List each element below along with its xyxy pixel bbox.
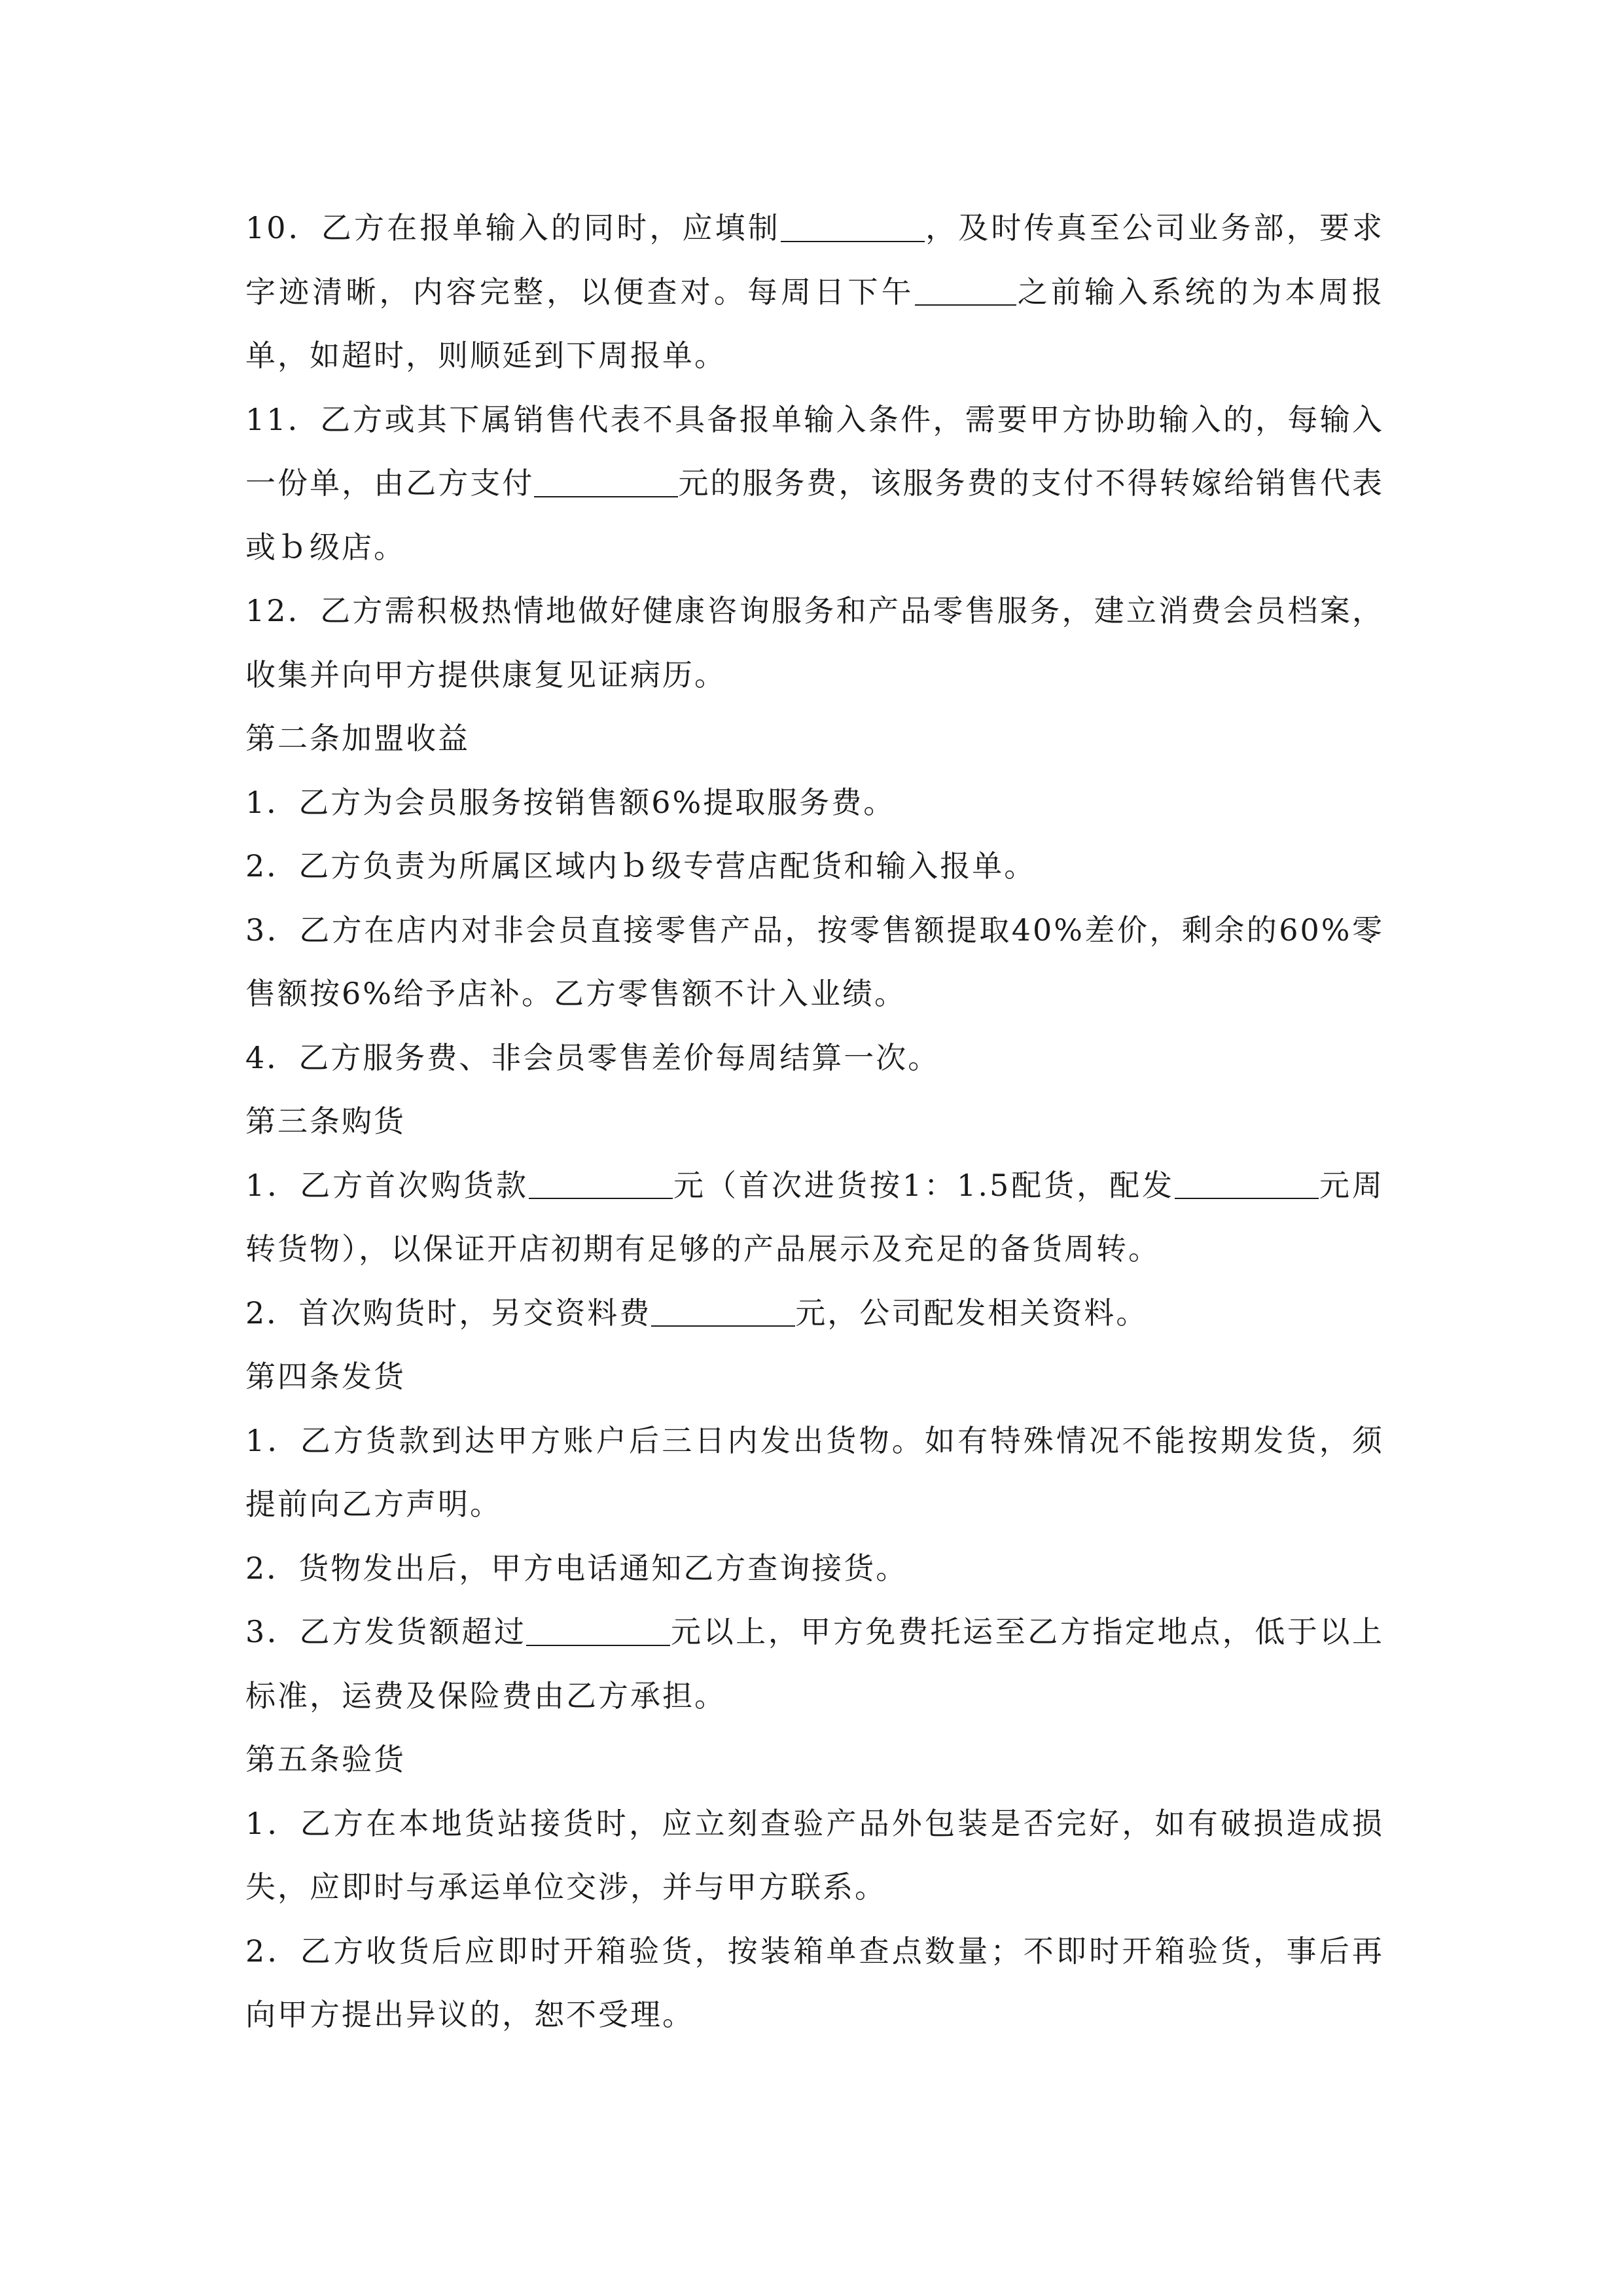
section-heading: 第二条加盟收益	[245, 721, 470, 756]
section2-item-1	[245, 771, 1384, 835]
contract-body	[245, 196, 1384, 2047]
clause-text: 1．乙方为会员服务按销售额6%提取服务费。	[245, 784, 896, 820]
clause-text: 元以上，甲方免费托运至乙方指定地点，低于以上标准，运费及保险费由乙方承担。	[245, 1614, 1384, 1713]
section-heading: 第四条发货	[245, 1359, 406, 1394]
section2-item-4	[245, 1026, 1384, 1090]
clause-text: 元周转货物），以保证开店初期有足够的产品展示及充足的备货周转。	[245, 1167, 1385, 1266]
section4-item-3	[245, 1600, 1384, 1728]
clause-text: 4．乙方服务费、非会员零售差价每周结算一次。	[245, 1039, 940, 1075]
clause-text: 2．乙方收货后应即时开箱验货，按装箱单查点数量；不即时开箱验货，事后再向甲方提出异议的，恕不受理。	[245, 1933, 1384, 2032]
section2-item-3	[245, 899, 1384, 1026]
clause-text: 1．乙方首次购货款	[245, 1167, 529, 1203]
section4-item-1	[245, 1409, 1384, 1537]
clause-text: 3．乙方在店内对非会员直接零售产品，按零售额提取40%差价，剩余的60%零售额按6%给予店补。乙方零售额不计入业绩。	[245, 912, 1384, 1011]
blank-amount-field	[529, 1168, 673, 1199]
clause-text: 之前输入系统的为本周报单，如超时，则顺延到下周报单。	[245, 274, 1385, 373]
section-heading: 第五条验货	[245, 1742, 406, 1777]
clause-text: 2．货物发出后，甲方电话通知乙方查询接货。	[245, 1550, 908, 1586]
clause-text: 3．乙方发货额超过	[245, 1614, 527, 1649]
clause-11	[245, 388, 1384, 580]
clause-10	[245, 196, 1384, 388]
clause-text: ，及时传真至公司业务部，要求字迹清晰，内容完整，以便查对。每周日下午	[245, 210, 1384, 310]
clause-text: 11．乙方或其下属销售代表不具备报单输入条件，需要甲方协助输入的，每输入一份单，由乙方支付	[245, 401, 1384, 501]
clause-text: 10．乙方在报单输入的同时，应填制	[245, 210, 781, 245]
blank-amount-field	[651, 1295, 795, 1327]
clause-text: 元的服务费，该服务费的支付不得转嫁给销售代表或ｂ级店。	[245, 465, 1385, 565]
clause-12	[245, 579, 1384, 707]
blank-time-field	[915, 274, 1016, 306]
clause-text: 1．乙方货款到达甲方账户后三日内发出货物。如有特殊情况不能按期发货，须提前向乙方声明。	[245, 1422, 1384, 1522]
section3-item-1	[245, 1154, 1384, 1282]
section2-item-2	[245, 834, 1384, 899]
clause-text: 元，公司配发相关资料。	[795, 1295, 1149, 1331]
clause-text: 2．乙方负责为所属区域内ｂ级专营店配货和输入报单。	[245, 848, 1037, 884]
blank-amount-field	[1175, 1168, 1319, 1199]
blank-form-field	[781, 211, 925, 242]
section4-item-2	[245, 1537, 1384, 1601]
clause-text: 2．首次购货时，另交资料费	[245, 1295, 652, 1331]
blank-amount-field	[526, 1615, 670, 1646]
section5-item-2	[245, 1920, 1384, 2047]
blank-amount-field	[534, 466, 678, 497]
section3-item-2	[245, 1282, 1384, 1346]
clause-text: 元（首次进货按1：1.5配货，配发	[673, 1167, 1175, 1203]
clause-text: 12．乙方需积极热情地做好健康咨询服务和产品零售服务，建立消费会员档案，收集并向甲方提供康复见证病历。	[245, 593, 1384, 692]
clause-text: 1．乙方在本地货站接货时，应立刻查验产品外包装是否完好，如有破损造成损失，应即时与承运单位交涉，并与甲方联系。	[245, 1805, 1384, 1905]
section5-item-1	[245, 1792, 1384, 1920]
section-heading: 第三条购货	[245, 1103, 406, 1139]
